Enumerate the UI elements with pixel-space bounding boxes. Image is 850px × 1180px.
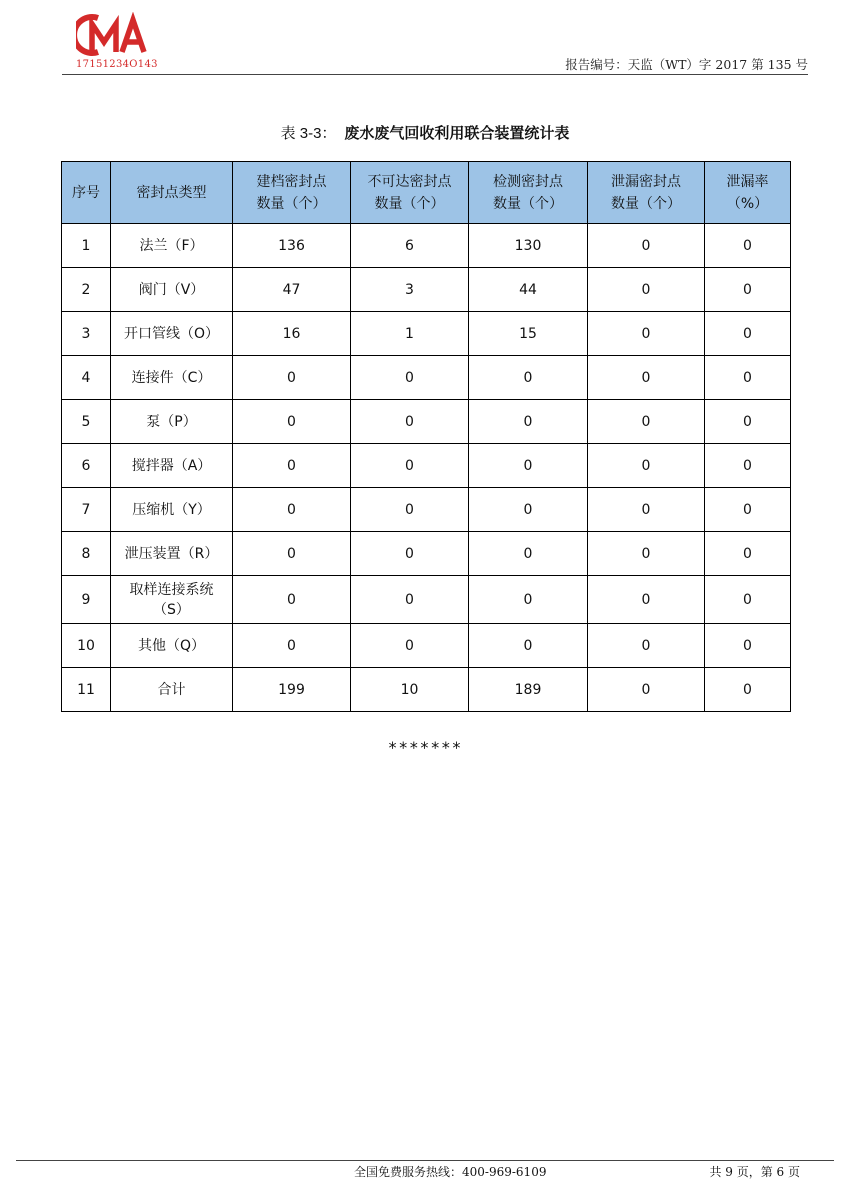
table-row	[62, 624, 791, 668]
cell-no: 11	[62, 668, 111, 712]
cell-filed: 136	[233, 224, 351, 268]
column-header-unreachable: 不可达密封点 数量（个）	[351, 162, 469, 224]
footer-divider	[16, 1160, 834, 1161]
cell-unreachable: 1	[351, 312, 469, 356]
cell-no: 3	[62, 312, 111, 356]
cell-no: 2	[62, 268, 111, 312]
cell-leaking: 0	[588, 400, 705, 444]
cell-filed: 0	[233, 356, 351, 400]
table-row	[62, 356, 791, 400]
cell-unreachable: 0	[351, 576, 469, 624]
cell-rate: 0	[705, 488, 791, 532]
cell-type: 搅拌器（A）	[111, 444, 233, 488]
table-row	[62, 224, 791, 268]
table-row	[62, 444, 791, 488]
cell-type	[111, 576, 233, 624]
cell-rate: 0	[705, 224, 791, 268]
cell-type: 阀门（V）	[111, 268, 233, 312]
cell-leaking: 0	[588, 668, 705, 712]
cell-detected: 0	[469, 444, 588, 488]
column-header-rate: 泄漏率 （%）	[705, 162, 791, 224]
cell-detected: 189	[469, 668, 588, 712]
cell-no: 7	[62, 488, 111, 532]
cell-unreachable: 0	[351, 356, 469, 400]
cell-type: 泄压装置（R）	[111, 532, 233, 576]
cell-filed: 199	[233, 668, 351, 712]
cell-rate: 0	[705, 312, 791, 356]
cell-rate: 0	[705, 268, 791, 312]
column-header-no: 序号	[62, 162, 111, 224]
cell-detected: 0	[469, 400, 588, 444]
cell-no: 4	[62, 356, 111, 400]
table-row	[62, 532, 791, 576]
cell-no: 8	[62, 532, 111, 576]
cell-leaking: 0	[588, 312, 705, 356]
cell-detected: 0	[469, 532, 588, 576]
logo-number: 17151234O143	[76, 59, 158, 70]
cell-leaking: 0	[588, 268, 705, 312]
table-row	[62, 400, 791, 444]
cell-unreachable: 6	[351, 224, 469, 268]
cell-rate: 0	[705, 356, 791, 400]
cell-no: 5	[62, 400, 111, 444]
cell-type: 合计	[111, 668, 233, 712]
cell-leaking: 0	[588, 444, 705, 488]
cell-no: 6	[62, 444, 111, 488]
column-header-type: 密封点类型	[111, 162, 233, 224]
cell-type-line2: （S）	[153, 601, 190, 618]
cell-detected: 0	[469, 576, 588, 624]
cell-leaking: 0	[588, 624, 705, 668]
column-header-leaking: 泄漏密封点 数量（个）	[588, 162, 705, 224]
cell-no: 9	[62, 576, 111, 624]
cell-rate: 0	[705, 532, 791, 576]
cell-detected: 0	[469, 488, 588, 532]
cell-leaking: 0	[588, 576, 705, 624]
cell-rate: 0	[705, 624, 791, 668]
cell-filed: 0	[233, 400, 351, 444]
cell-type: 其他（Q）	[111, 624, 233, 668]
cell-type: 法兰（F）	[111, 224, 233, 268]
table-row	[62, 312, 791, 356]
cell-leaking: 0	[588, 532, 705, 576]
report-number: 报告编号：天监（WT）字 2017 第 135 号	[565, 57, 808, 72]
cell-rate: 0	[705, 668, 791, 712]
cell-no: 10	[62, 624, 111, 668]
service-hotline: 全国免费服务热线：400-969-6109	[354, 1165, 547, 1179]
cell-detected: 130	[469, 224, 588, 268]
cell-filed: 16	[233, 312, 351, 356]
cell-type: 泵（P）	[111, 400, 233, 444]
column-header-detected: 检测密封点 数量（个）	[469, 162, 588, 224]
cell-unreachable: 0	[351, 488, 469, 532]
cell-type: 连接件（C）	[111, 356, 233, 400]
cell-type: 压缩机（Y）	[111, 488, 233, 532]
cell-no: 1	[62, 224, 111, 268]
table-title	[0, 122, 850, 143]
cell-rate: 0	[705, 400, 791, 444]
header-divider	[62, 74, 808, 75]
cell-filed: 0	[233, 444, 351, 488]
end-of-table-marker: *******	[387, 738, 463, 757]
cell-leaking: 0	[588, 356, 705, 400]
table-number: 表 3-3：	[280, 125, 337, 142]
cell-unreachable: 0	[351, 532, 469, 576]
cell-detected: 44	[469, 268, 588, 312]
column-header-filed: 建档密封点 数量（个）	[233, 162, 351, 224]
table-row	[62, 268, 791, 312]
cell-filed: 0	[233, 532, 351, 576]
cell-leaking: 0	[588, 488, 705, 532]
cell-filed: 47	[233, 268, 351, 312]
table-name: 废水废气回收利用联合装置统计表	[344, 124, 570, 142]
cell-unreachable: 0	[351, 624, 469, 668]
cell-type-line1: 取样连接系统	[129, 581, 214, 598]
cell-filed: 0	[233, 488, 351, 532]
cell-type: 开口管线（O）	[111, 312, 233, 356]
cell-filed: 0	[233, 576, 351, 624]
cell-unreachable: 0	[351, 400, 469, 444]
cell-filed: 0	[233, 624, 351, 668]
cell-detected: 0	[469, 624, 588, 668]
cell-detected: 15	[469, 312, 588, 356]
table-row	[62, 488, 791, 532]
table-row	[62, 576, 791, 624]
cma-logo	[76, 12, 158, 74]
cell-rate: 0	[705, 444, 791, 488]
cell-rate: 0	[705, 576, 791, 624]
cell-unreachable: 10	[351, 668, 469, 712]
cma-mark-icon	[76, 12, 150, 58]
page-info: 共 9 页，第 6 页	[709, 1165, 800, 1179]
cell-leaking: 0	[588, 224, 705, 268]
table-header-row	[62, 162, 791, 224]
cell-unreachable: 3	[351, 268, 469, 312]
cell-unreachable: 0	[351, 444, 469, 488]
seal-point-statistics-table	[61, 161, 791, 712]
cell-detected: 0	[469, 356, 588, 400]
table-row-total	[62, 668, 791, 712]
